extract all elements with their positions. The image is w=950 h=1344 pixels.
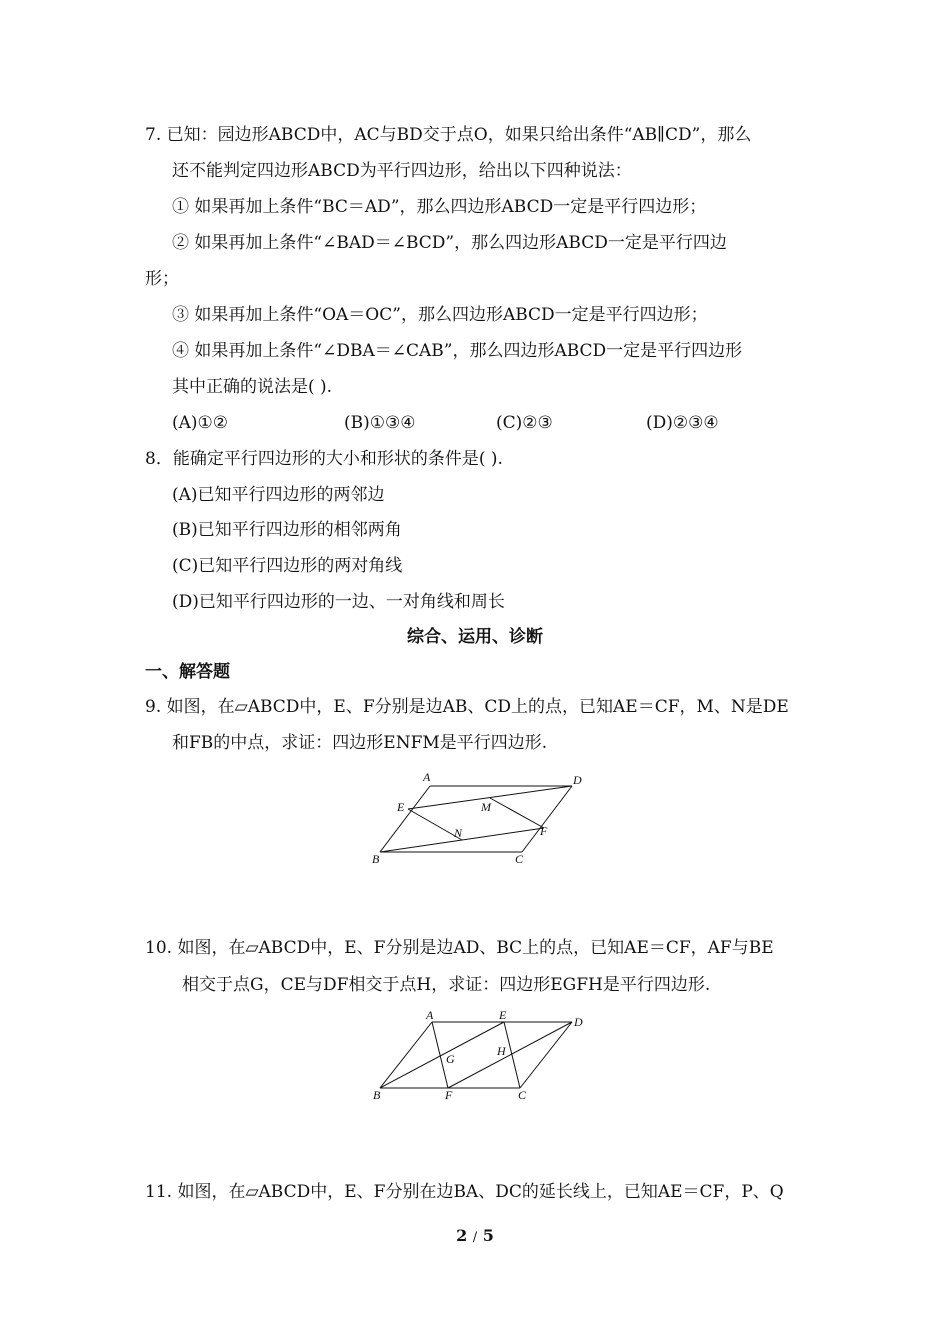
q9-label-b: B: [372, 852, 380, 866]
q9-label-f: F: [540, 824, 548, 838]
q10-edge-ab: [380, 1022, 432, 1088]
section-title: 综合、运用、诊断: [407, 627, 543, 647]
q10-label-g: G: [446, 1052, 455, 1066]
q9-label-n: N: [454, 826, 463, 840]
q7-stem-line2: 还不能判定四边形ABCD为平行四边形，给出以下四种说法：: [172, 161, 632, 181]
q9-label-e: E: [397, 800, 405, 814]
q9-stem-line1: 9. 如图，在▱ABCD中，E、F分别是边AB、CD上的点，已知AE＝CF，M、N是DE: [145, 697, 789, 717]
q9-edge-ab: [380, 786, 430, 852]
q8-option-c: (C)已知平行四边形的两对角线: [172, 556, 403, 576]
q8-option-a: (A)已知平行四边形的两邻边: [172, 485, 385, 505]
q7-option-d: (D)②③④: [646, 413, 719, 433]
q7-stem-line1: 7. 已知：园边形ABCD中，AC与BD交于点O，如果只给出条件“AB∥CD”，那么: [145, 125, 752, 145]
q7-statement-1: ① 如果再加上条件“BC＝AD”，那么四边形ABCD一定是平行四边形；: [172, 197, 707, 217]
q10-label-a: A: [426, 1008, 434, 1022]
q9-label-m: M: [481, 800, 491, 814]
q7-statement-2-cont: 形；: [145, 269, 179, 289]
q10-figure: [360, 1004, 600, 1106]
q7-option-c: (C)②③: [496, 413, 553, 433]
q10-edge-dc: [520, 1022, 572, 1088]
q9-stem-line2: 和FB的中点，求证：四边形ENFM是平行四边形.: [172, 733, 548, 753]
page-number: [0, 1226, 950, 1245]
q11-stem-line1: 11. 如图，在▱ABCD中，E、F分别在边BA、DC的延长线上，已知AE＝CF，P、Q: [145, 1182, 784, 1202]
q8-stem: 8．能确定平行四边形的大小和形状的条件是( ).: [145, 449, 503, 469]
q8-option-b: (B)已知平行四边形的相邻两角: [172, 520, 402, 540]
q7-option-a: (A)①②: [172, 413, 229, 433]
q7-statement-3: ③ 如果再加上条件“OA＝OC”，那么四边形ABCD一定是平行四边形；: [172, 305, 708, 325]
q10-segment-ec: [504, 1022, 520, 1088]
q10-label-c: C: [518, 1088, 527, 1102]
q10-label-f: F: [445, 1088, 453, 1102]
q9-figure: [360, 768, 600, 870]
q7-option-b: (B)①③④: [344, 413, 416, 433]
q9-segment-mf: [490, 798, 544, 828]
q7-statement-2: ② 如果再加上条件“∠BAD＝∠BCD”，那么四边形ABCD一定是平行四边: [172, 233, 727, 253]
q9-edge-dc: [522, 786, 572, 852]
q10-label-e: E: [499, 1008, 507, 1022]
page-current: 2: [456, 1226, 468, 1245]
q9-label-d: D: [573, 773, 582, 787]
page-separator: /: [472, 1230, 478, 1245]
q9-label-a: A: [423, 770, 431, 784]
q10-label-d: D: [574, 1015, 583, 1029]
q7-question: 其中正确的说法是( ).: [172, 377, 333, 397]
page-total: 5: [482, 1226, 494, 1245]
q10-label-h: H: [497, 1044, 506, 1058]
q7-statement-4: ④ 如果再加上条件“∠DBA＝∠CAB”，那么四边形ABCD一定是平行四边形: [172, 341, 743, 361]
part-title: 一、解答题: [145, 662, 230, 682]
q8-option-d: (D)已知平行四边形的一边、一对角线和周长: [172, 592, 505, 612]
q9-label-c: C: [515, 852, 524, 866]
q10-stem-line1: 10. 如图，在▱ABCD中，E、F分别是边AD、BC上的点，已知AE＝CF，AF与BE: [145, 938, 774, 958]
q10-stem-line2: 相交于点G，CE与DF相交于点H，求证：四边形EGFH是平行四边形.: [182, 975, 711, 995]
q10-segment-be: [380, 1022, 504, 1088]
q10-segment-fd: [448, 1022, 572, 1088]
q10-label-b: B: [373, 1088, 381, 1102]
